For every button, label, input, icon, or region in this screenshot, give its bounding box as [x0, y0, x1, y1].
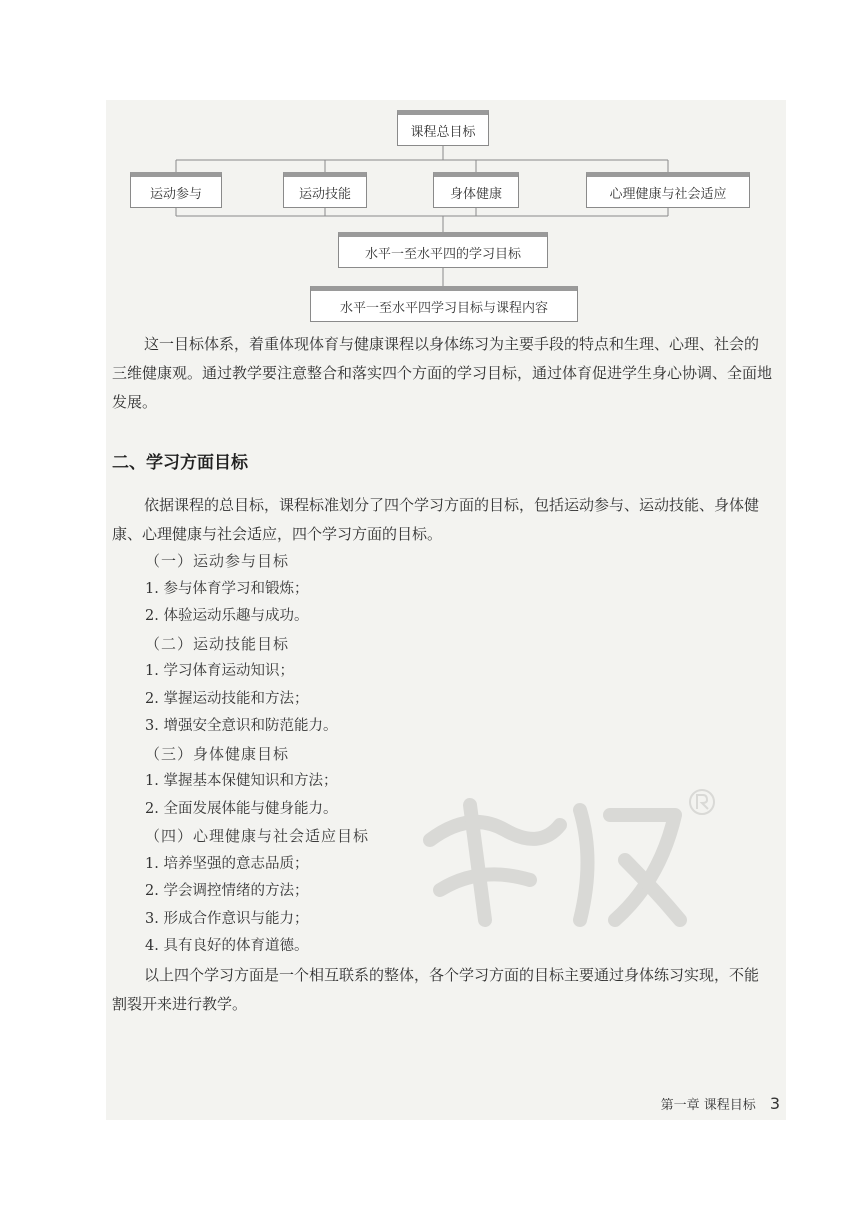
child-box-physical-health: 身体健康 — [433, 172, 519, 208]
child-box-skills: 运动技能 — [283, 172, 367, 208]
list-item: 1. 参与体育学习和锻炼； — [145, 580, 309, 597]
group-heading: （四）心理健康与社会适应目标 — [145, 827, 370, 845]
intro-text: 这一目标体系，着重体现体育与健康课程以身体练习为主要手段的特点和生理、心理、社会的三维健康观。通过教学要注意整合和落实四个方面的学习目标，通过体育促进学生身心协调、全面地发展。 — [112, 335, 773, 411]
list-item: 3. 形成合作意识与能力； — [145, 910, 309, 927]
closing-paragraph — [112, 961, 772, 1019]
section-intro-paragraph — [112, 491, 772, 549]
child-box-participation: 运动参与 — [130, 172, 222, 208]
section-title: 二、学习方面目标 — [112, 453, 248, 473]
level3-box: 水平一至水平四学习目标与课程内容 — [310, 286, 578, 322]
chapter-label: 第一章 课程目标 — [660, 1098, 756, 1113]
page-number: 3 — [769, 1094, 780, 1113]
group-heading: （三）身体健康目标 — [145, 744, 290, 763]
group-heading: （一）运动参与目标 — [145, 552, 290, 570]
section-intro-text: 依据课程的总目标，课程标准划分了四个学习方面的目标，包括运动参与、运动技能、身体健康、心理健康与社会适应，四个学习方面的目标。 — [112, 496, 760, 543]
goal-list — [145, 548, 369, 961]
page-footer — [600, 1094, 780, 1113]
closing-text: 以上四个学习方面是一个相互联系的整体，各个学习方面的目标主要通过身体练习实现，不能割裂开来进行教学。 — [112, 966, 760, 1013]
child-box-mental-social: 心理健康与社会适应 — [586, 172, 750, 208]
list-item: 4. 具有良好的体育道德。 — [145, 938, 309, 954]
publisher-watermark — [410, 770, 730, 940]
connector-lines — [0, 0, 867, 330]
list-item: 1. 培养坚强的意志品质； — [145, 855, 309, 872]
goal-hierarchy-diagram — [0, 0, 867, 330]
list-item: 3. 增强安全意识和防范能力。 — [145, 718, 338, 734]
list-item: 2. 体验运动乐趣与成功。 — [145, 608, 309, 624]
list-item: 1. 掌握基本保健知识和方法； — [145, 773, 338, 789]
list-item: 1. 学习体育运动知识； — [145, 663, 294, 679]
list-item: 2. 掌握运动技能和方法； — [145, 690, 309, 707]
root-goal-box: 课程总目标 — [397, 110, 489, 146]
group-heading: （二）运动技能目标 — [145, 634, 290, 653]
list-item: 2. 全面发展体能与健身能力。 — [145, 800, 338, 817]
intro-paragraph — [112, 330, 772, 417]
list-item: 2. 学会调控情绪的方法； — [145, 883, 309, 899]
level2-box: 水平一至水平四的学习目标 — [338, 232, 548, 268]
